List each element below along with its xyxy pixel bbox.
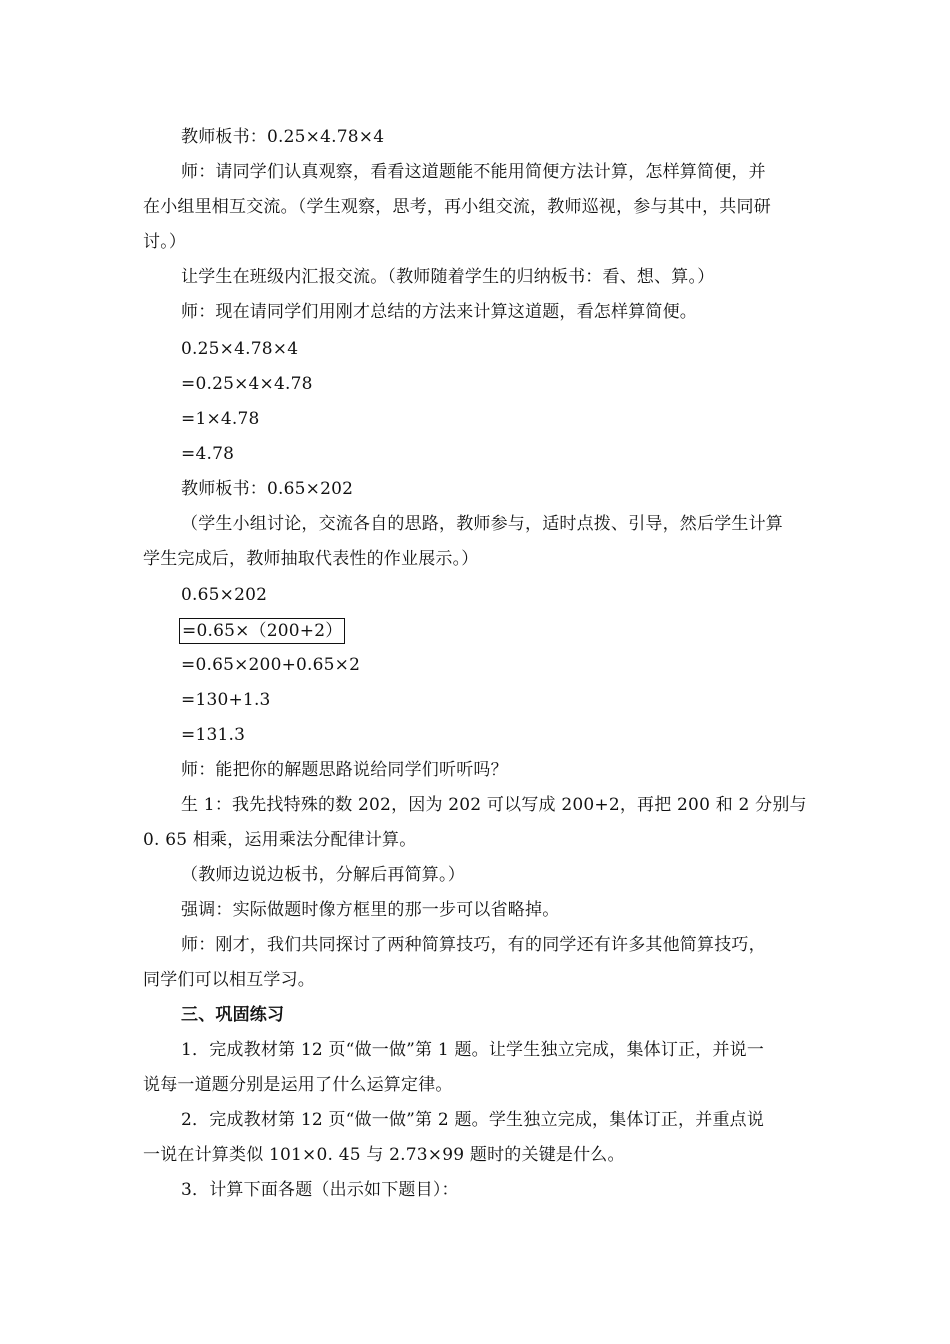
text-line: 说每一道题分别是运用了什么运算定律。 — [143, 1075, 453, 1095]
math-line: =130+1.3 — [181, 690, 271, 710]
text-line: 同学们可以相互学习。 — [143, 970, 315, 990]
text-line: （学生小组讨论，交流各自的思路，教师参与，适时点拨、引导，然后学生计算 — [181, 514, 783, 534]
boxed-step: =0.65×（200+2） — [179, 618, 345, 644]
text-line: 学生完成后，教师抽取代表性的作业展示。） — [143, 549, 479, 569]
text-line: 0. 65 相乘，运用乘法分配律计算。 — [143, 830, 417, 850]
section-heading: 三、巩固练习 — [181, 1005, 285, 1025]
text-line: 强调：实际做题时像方框里的那一步可以省略掉。 — [181, 900, 560, 920]
text-line: 师：请同学们认真观察，看看这道题能不能用简便方法计算，怎样算简便，并 — [181, 162, 766, 182]
text-line: 1．完成教材第 12 页“做一做”第 1 题。让学生独立完成，集体订正，并说一 — [181, 1040, 765, 1060]
math-line: 0.65×202 — [181, 585, 268, 605]
text-line: 在小组里相互交流。（学生观察，思考，再小组交流，教师巡视，参与其中，共同研 — [143, 197, 771, 217]
text-line: 教师板书：0.25×4.78×4 — [181, 127, 385, 147]
math-line: =131.3 — [181, 725, 246, 745]
text-line: 3．计算下面各题（出示如下题目）： — [181, 1180, 459, 1200]
math-line: =1×4.78 — [181, 409, 260, 429]
math-line: 0.25×4.78×4 — [181, 339, 299, 359]
math-line: =0.65×200+0.65×2 — [181, 655, 361, 675]
math-line: =0.25×4×4.78 — [181, 374, 313, 394]
text-line: 师：能把你的解题思路说给同学们听听吗？ — [181, 760, 508, 780]
text-line: 一说在计算类似 101×0. 45 与 2.73×99 题时的关键是什么。 — [143, 1145, 625, 1165]
text-line: 生 1：我先找特殊的数 202，因为 202 可以写成 200+2，再把 200 和 2 分别与 — [181, 795, 807, 815]
text-line: 师：现在请同学们用刚才总结的方法来计算这道题，看怎样算简便。 — [181, 302, 697, 322]
text-line: 讨。） — [143, 232, 187, 252]
math-line: =4.78 — [181, 444, 235, 464]
text-line: （教师边说边板书，分解后再简算。） — [181, 865, 465, 885]
text-line: 师：刚才，我们共同探讨了两种简算技巧，有的同学还有许多其他简算技巧， — [181, 935, 766, 955]
text-line: 2．完成教材第 12 页“做一做”第 2 题。学生独立完成，集体订正，并重点说 — [181, 1110, 765, 1130]
text-line: 让学生在班级内汇报交流。（教师随着学生的归纳板书：看、想、算。） — [181, 267, 715, 287]
text-line: 教师板书：0.65×202 — [181, 479, 354, 499]
